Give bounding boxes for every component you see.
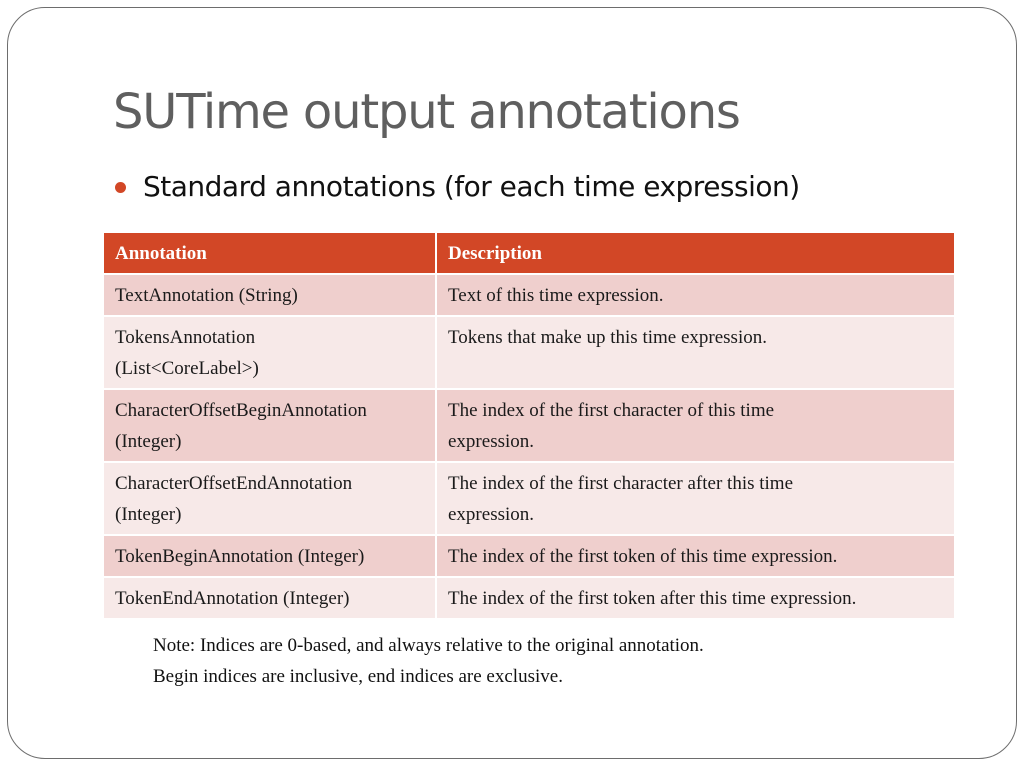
table-row bbox=[103, 577, 955, 619]
note-line: Note: Indices are 0-based, and always relative to the original annotation. bbox=[153, 635, 704, 656]
bullet-text: Standard annotations (for each time expression) bbox=[143, 170, 800, 203]
table-row bbox=[103, 535, 955, 577]
description-cell bbox=[436, 462, 955, 535]
table-row bbox=[103, 462, 955, 535]
cell-line: TokensAnnotation bbox=[115, 327, 256, 348]
cell-line: TokenBeginAnnotation (Integer) bbox=[115, 546, 365, 567]
cell-line: The index of the first character of this time bbox=[448, 400, 775, 421]
cell-line: CharacterOffsetBeginAnnotation bbox=[115, 400, 367, 421]
table-row bbox=[103, 274, 955, 316]
column-header-description: Description bbox=[436, 232, 955, 274]
annotation-cell bbox=[103, 462, 436, 535]
description-cell bbox=[436, 389, 955, 462]
bullet-dot-icon bbox=[115, 182, 126, 193]
annotation-cell bbox=[103, 316, 436, 389]
slide-title: SUTime output annotations bbox=[113, 84, 740, 140]
cell-line: Text of this time expression. bbox=[448, 285, 664, 306]
description-cell bbox=[436, 577, 955, 619]
description-cell bbox=[436, 316, 955, 389]
cell-line: CharacterOffsetEndAnnotation bbox=[115, 473, 353, 494]
description-cell bbox=[436, 274, 955, 316]
cell-line: (Integer) bbox=[115, 504, 182, 525]
table-row bbox=[103, 316, 955, 389]
annotation-cell bbox=[103, 274, 436, 316]
note-line: Begin indices are inclusive, end indices are exclusive. bbox=[153, 666, 563, 687]
cell-line: Tokens that make up this time expression. bbox=[448, 327, 767, 348]
column-header-annotation: Annotation bbox=[103, 232, 436, 274]
table-header-row bbox=[103, 232, 955, 274]
cell-line: (List<CoreLabel>) bbox=[115, 358, 259, 379]
cell-line: The index of the first character after this time bbox=[448, 473, 794, 494]
cell-line: The index of the first token of this time expression. bbox=[448, 546, 838, 567]
annotation-cell bbox=[103, 577, 436, 619]
bullet-item bbox=[115, 170, 800, 203]
annotation-cell bbox=[103, 389, 436, 462]
cell-line: TextAnnotation (String) bbox=[115, 285, 298, 306]
table-row bbox=[103, 389, 955, 462]
annotation-cell bbox=[103, 535, 436, 577]
note-text bbox=[153, 630, 704, 692]
cell-line: The index of the first token after this time expression. bbox=[448, 588, 857, 609]
cell-line: TokenEndAnnotation (Integer) bbox=[115, 588, 350, 609]
cell-line: expression. bbox=[448, 431, 535, 452]
cell-line: expression. bbox=[448, 504, 535, 525]
description-cell bbox=[436, 535, 955, 577]
annotations-table bbox=[102, 231, 956, 620]
cell-line: (Integer) bbox=[115, 431, 182, 452]
